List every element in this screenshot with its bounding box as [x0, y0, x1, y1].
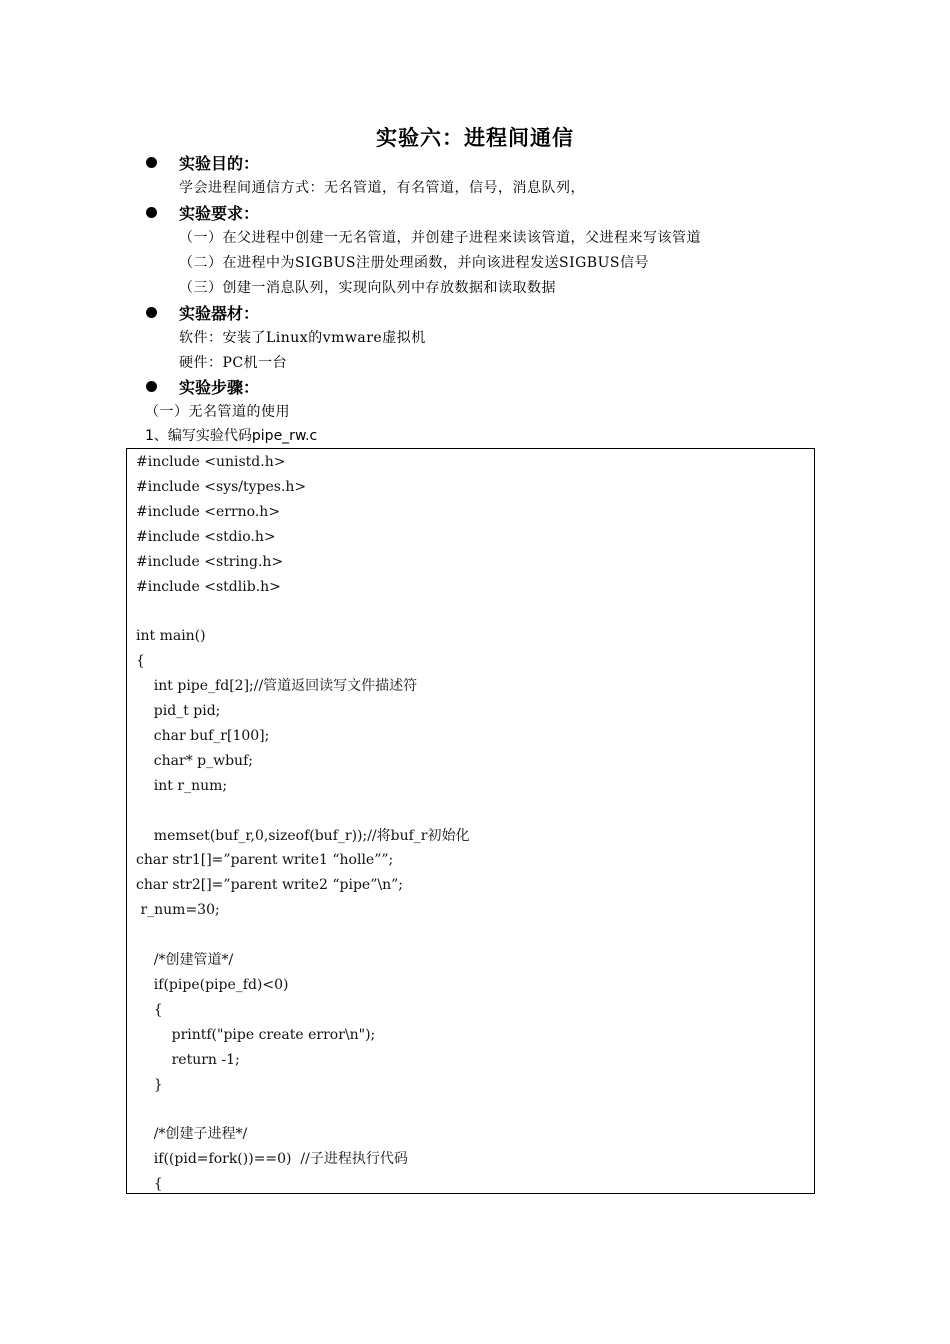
code-line: char str1[]=”parent write1 “holle””; — [136, 852, 394, 869]
code-line: return -1; — [136, 1051, 240, 1068]
code-line: #include <unistd.h> — [136, 454, 286, 470]
step-1-label: 1、编写实验代码pipe_rw.c — [145, 428, 318, 444]
section-heading-steps — [146, 375, 259, 398]
purpose-line: 学会进程间通信方式：无名管道，有名管道，信号，消息队列， — [179, 180, 585, 196]
code-line: { — [136, 653, 145, 670]
section-heading-label: 实验要求： — [179, 204, 260, 223]
code-line: #include <errno.h> — [136, 503, 281, 520]
bullet-icon — [146, 381, 157, 392]
bullet-icon — [146, 207, 157, 218]
bullet-icon — [146, 307, 157, 318]
section-heading-label: 实验步骤： — [179, 378, 260, 397]
section-heading-label: 实验目的： — [179, 154, 260, 173]
requirement-line-2: （二）在进程中为SIGBUS注册处理函数，并向该进程发送SIGBUS信号 — [179, 255, 649, 271]
requirement-line-3: （三）创建一消息队列，实现向队列中存放数据和读取数据 — [179, 280, 556, 296]
code-listing — [126, 448, 815, 1194]
page-title: 实验六：进程间通信 — [376, 125, 574, 150]
code-line: /*创建管道*/ — [136, 952, 234, 968]
code-line: if(pipe(pipe_fd)<0) — [136, 976, 289, 993]
section-heading-equipment — [146, 301, 259, 324]
code-line: { — [136, 1001, 163, 1018]
code-line: int r_num; — [136, 777, 228, 794]
code-line: int pipe_fd[2];//管道返回读写文件描述符 — [136, 678, 418, 695]
code-line: } — [136, 1076, 163, 1093]
code-line: #include <stdio.h> — [136, 528, 276, 545]
requirement-line-1: （一）在父进程中创建一无名管道，并创建子进程来读该管道，父进程来写该管道 — [179, 230, 701, 246]
steps-subheading: （一）无名管道的使用 — [145, 404, 290, 420]
equipment-hardware-line: 硬件：PC机一台 — [179, 355, 288, 371]
code-line: if((pid=fork())==0) //子进程执行代码 — [136, 1151, 408, 1168]
bullet-icon — [146, 157, 157, 168]
equipment-software-line: 软件：安装了Linux的vmware虚拟机 — [179, 330, 426, 346]
code-line: printf("pipe create error\n"); — [136, 1026, 376, 1043]
section-heading-requirements — [146, 201, 259, 224]
section-heading-purpose — [146, 151, 259, 174]
code-line: #include <sys/types.h> — [136, 478, 307, 495]
code-line: pid_t pid; — [136, 703, 221, 719]
section-heading-label: 实验器材： — [179, 304, 260, 323]
code-line: char str2[]=”parent write2 “pipe”\n”; — [136, 877, 403, 894]
code-line: char* p_wbuf; — [136, 752, 253, 769]
code-line: /*创建子进程*/ — [136, 1126, 248, 1143]
code-line: char buf_r[100]; — [136, 727, 270, 744]
code-line: r_num=30; — [136, 902, 220, 919]
code-line: memset(buf_r,0,sizeof(buf_r));//将buf_r初始化 — [136, 827, 470, 844]
code-line: #include <string.h> — [136, 553, 284, 570]
code-line: int main() — [136, 628, 206, 645]
code-line: #include <stdlib.h> — [136, 578, 281, 595]
code-line: { — [136, 1176, 163, 1193]
